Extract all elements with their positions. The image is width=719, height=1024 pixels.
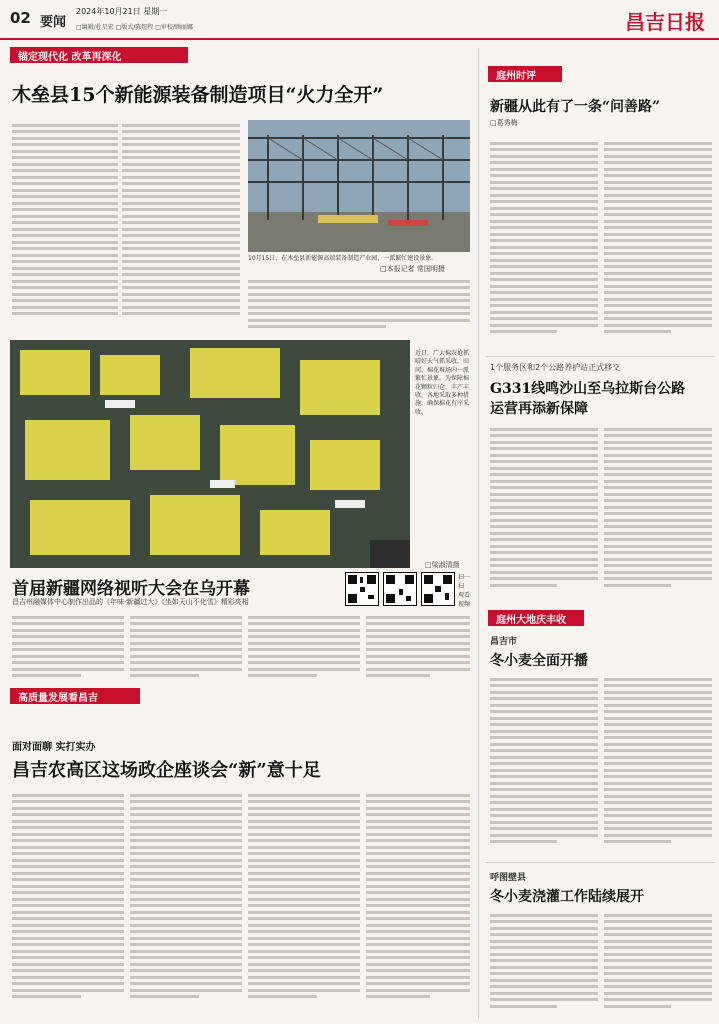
qr-code-middle[interactable] <box>383 572 417 606</box>
article1-photo-caption: 10月15日，在木垒县新能源高端装备制造产业园，一派繁忙建设景象。 <box>248 255 438 262</box>
qr-code-right[interactable] <box>421 572 455 606</box>
editor-credits: □编辑/杜星宏 □版式/陈煜程 □审校/顾丽娜 <box>76 24 193 31</box>
article2-subheadline: 昌吉州融媒体中心制作出品的《年味·新疆过大》《坐如天山不化雪》精彩亮相 <box>12 598 249 606</box>
commentary-kicker: 庭州时评 <box>488 66 562 82</box>
qr-code-label: 扫一扫 观看视频 <box>458 574 471 608</box>
article1-kicker: 锚定现代化 改革再深化 <box>10 47 188 63</box>
article1-column-3 <box>248 276 470 334</box>
article4-subhead: 面对面聊 实打实办 <box>12 742 96 753</box>
column-divider <box>478 48 479 1018</box>
article1-column-1 <box>12 120 118 330</box>
article2-photo-caption: 近日，广大棉农抢抓晴好天气抓采收，田间、棉花堆场内一派繁忙景象。为保障棉花颗粒归仓、丰产丰收，各地采取多种措施，确保棉花有序采收。 <box>415 350 470 416</box>
commentary-author: □葛秀梅 <box>490 119 518 127</box>
masthead <box>0 0 719 40</box>
column-section-headline2: 冬小麦浇灌工作陆续展开 <box>490 889 644 905</box>
article1-headline: 木垒县15个新能源装备制造项目“火力全开” <box>12 84 384 106</box>
article3-kicker: 1个服务区和2个公路养护站正式移交 <box>490 363 621 372</box>
commentary-column-1 <box>490 138 598 348</box>
commentary-column-2 <box>604 138 712 348</box>
right-rule-1 <box>486 356 714 357</box>
column-section-place2: 呼图壁县 <box>490 873 527 883</box>
column-section-story1-col2 <box>604 674 712 856</box>
article2-photo-cotton-field <box>10 340 410 568</box>
right-rule-2 <box>486 862 714 863</box>
article4-column-1 <box>12 790 124 1014</box>
column-section-story2-col1 <box>490 910 598 1016</box>
page-number: 02 <box>10 9 31 27</box>
article3-headline-line1: G331线鸣沙山至乌拉斯台公路 <box>490 381 686 397</box>
column-section-story2-col2 <box>604 910 712 1016</box>
article3-column-1 <box>490 424 598 604</box>
article1-photo-construction-site <box>248 120 470 252</box>
issue-date: 2024年10月21日 星期一 <box>76 7 168 16</box>
article2-column-3 <box>248 612 360 682</box>
article2-column-1 <box>12 612 124 682</box>
article4-headline: 昌吉农高区这场政企座谈会“新”意十足 <box>12 760 321 781</box>
article2-column-4 <box>366 612 470 682</box>
column-section-kicker: 庭州大地庆丰收 <box>488 610 584 626</box>
article3-headline-line2: 运营再添新保障 <box>490 401 588 417</box>
article4-kicker: 高质量发展看昌吉 <box>10 688 140 704</box>
section-name: 要闻 <box>40 15 67 30</box>
article1-photo-credit: □本报记者 常国明摄 <box>380 265 445 273</box>
article4-column-3 <box>248 790 360 1014</box>
article2-photo-credit: □梁淑清摄 <box>425 561 460 569</box>
column-section-headline1: 冬小麦全面开播 <box>490 653 588 669</box>
article2-column-2 <box>130 612 242 682</box>
column-section-place1: 昌吉市 <box>490 637 518 647</box>
article4-column-4 <box>366 790 470 1014</box>
qr-code-left[interactable] <box>345 572 379 606</box>
article4-column-2 <box>130 790 242 1014</box>
article3-column-2 <box>604 424 712 604</box>
article1-column-2 <box>122 120 240 330</box>
commentary-headline: 新疆从此有了一条“问善路” <box>490 99 661 115</box>
article2-headline: 首届新疆网络视听大会在乌开幕 <box>12 579 250 599</box>
newspaper-logo: 昌吉日报 <box>625 10 705 34</box>
column-section-story1-col1 <box>490 674 598 856</box>
